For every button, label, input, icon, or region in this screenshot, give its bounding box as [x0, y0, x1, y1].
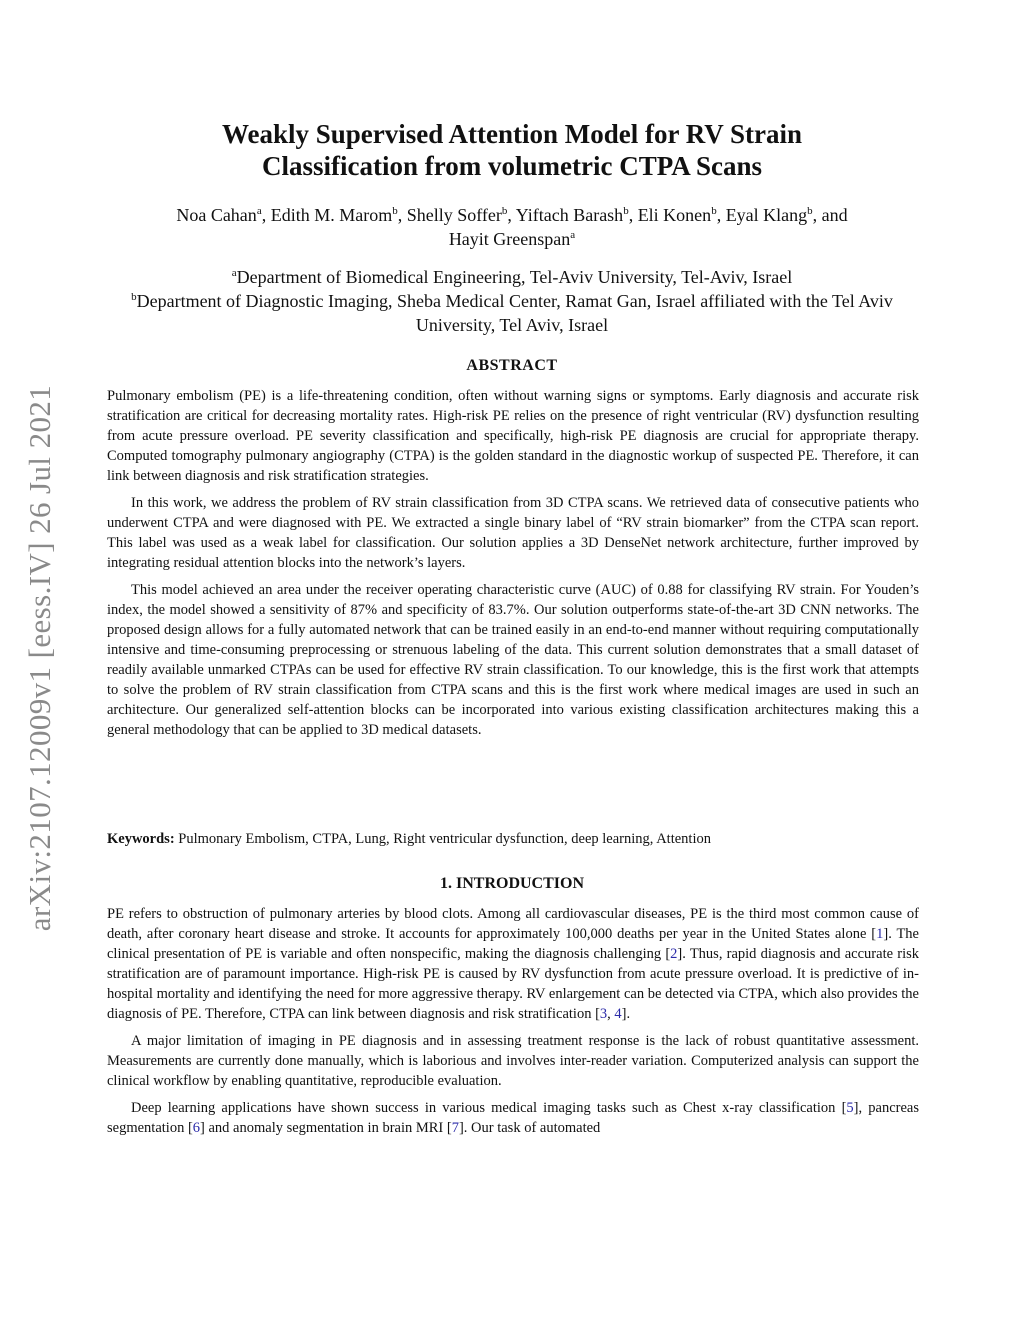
author-separator: ,	[397, 205, 407, 225]
author-name: Hayit Greenspan	[448, 229, 571, 249]
paragraph-text: ], pancreas segmentation [	[107, 1100, 919, 1136]
abstract-body	[107, 386, 919, 747]
arxiv-sidebar	[14, 368, 66, 948]
affiliation-mark: a	[231, 267, 237, 279]
title-line-2: Classification from volumetric CTPA Scans	[262, 151, 762, 181]
author-separator: ,	[628, 205, 638, 225]
affiliation-list	[107, 265, 917, 337]
author-separator: ,	[261, 205, 271, 225]
author-separator: , and	[812, 205, 848, 225]
paragraph-text: ,	[607, 1006, 615, 1022]
introduction-paragraph	[107, 1031, 919, 1091]
citation-link[interactable]: 2	[670, 946, 678, 962]
author-affiliation-mark: a	[570, 229, 576, 241]
introduction-paragraph	[107, 1098, 919, 1138]
author-name: Eli Konen	[637, 205, 712, 225]
citation-link[interactable]: 5	[846, 1100, 854, 1116]
paragraph-text: ] and anomaly segmentation in brain MRI [	[200, 1120, 452, 1136]
introduction-body	[107, 904, 919, 1145]
affiliation-text: Department of Biomedical Engineering, Tel-Aviv University, Tel-Aviv, Israel	[236, 267, 793, 287]
affiliation	[107, 289, 917, 337]
paragraph-text: A major limitation of imaging in PE diagnosis and in assessing treatment response is the lack of robust quantitative assessment. Measurements are currently done manually, which is laborious and involves inter-reader variation. Computerized analysis can support the clinical workflow by enabling quantitative, reproducible evaluation.	[107, 1033, 919, 1089]
abstract-heading: ABSTRACT	[466, 357, 558, 374]
keywords-text: Pulmonary Embolism, CTPA, Lung, Right ventricular dysfunction, deep learning, Attention	[178, 831, 711, 847]
author-name: Edith M. Marom	[270, 205, 393, 225]
keywords-label: Keywords:	[107, 831, 175, 847]
author-name: Eyal Klang	[725, 205, 808, 225]
paragraph-text: ]. The clinical presentation of PE is variable and often nonspecific, making the diagnosis challenging [	[107, 926, 919, 962]
abstract-paragraph: Pulmonary embolism (PE) is a life-threatening condition, often without warning signs or symptoms. Early diagnosis and accurate risk stratification are critical for decreasing mortality rates. High-risk PE relies on the presence of right ventricular (RV) dysfunction resulting from acute pressure overload. PE severity classification and specifically, high-risk PE diagnosis are crucial for appropriate therapy. Computed tomography pulmonary angiography (CTPA) is the golden standard in the diagnostic workup of suspected PE. Therefore, it can link between diagnosis and risk stratification strategies.	[107, 388, 919, 484]
paragraph-text: ]. Thus, rapid diagnosis and accurate risk stratification are of paramount importance. High-risk PE is caused by RV dysfunction from acute pressure overload. It is predictive of in-hospital mortality and identifying the need for more aggressive therapy. RV enlargement can be detected via CTPA, which also provides the diagnosis of PE. Therefore, CTPA can link between diagnosis and risk stratification [	[107, 946, 919, 1022]
author-affiliation-mark: b	[623, 205, 629, 217]
abstract-paragraph: In this work, we address the problem of RV strain classification from 3D CTPA scans. We retrieved data of consecutive patients who underwent CTPA and were diagnosed with PE. We extracted a single binary label of “RV strain biomarker” from the CTPA scan report. This label was used as a weak label for classification. Our solution applies a 3D DenseNet network architecture, further improved by integrating residual attention blocks into the network’s layers.	[107, 495, 919, 571]
citation-link[interactable]: 3	[599, 1006, 608, 1022]
affiliation-text: Department of Diagnostic Imaging, Sheba Medical Center, Ramat Gan, Israel affiliated with the Tel Aviv University, Tel Aviv, Israel	[136, 291, 893, 335]
citation-link[interactable]: 1	[876, 926, 884, 942]
affiliation-mark: b	[131, 291, 137, 303]
section-heading-introduction: 1. INTRODUCTION	[439, 875, 584, 892]
author-affiliation-mark: b	[501, 205, 508, 217]
author-list	[107, 203, 917, 251]
paragraph-text: PE refers to obstruction of pulmonary arteries by blood clots. Among all cardiovascular diseases, PE is the third most common cause of death, after coronary heart disease and stroke. It accounts for approximately 100,000 deaths per year in the United States alone [	[107, 906, 919, 942]
author-separator: ,	[507, 205, 516, 225]
author-affiliation-mark: b	[807, 205, 813, 217]
citation-link[interactable]: 7	[451, 1120, 459, 1136]
paragraph-text: Deep learning applications have shown success in various medical imaging tasks such as Chest x-ray classification [	[131, 1100, 847, 1116]
citation-link[interactable]: 6	[192, 1120, 201, 1136]
author-affiliation-mark: b	[711, 205, 717, 217]
abstract-paragraph: This model achieved an area under the receiver operating characteristic curve (AUC) of 0.88 for classifying RV strain. For Youden’s index, the model showed a sensitivity of 87% and specificity of 83.7%. Our solution outperforms state-of-the-art 3D CNN networks. The proposed design allows for a fully automated network that can be trained easily in an end-to-end manner without requiring computationally intensive and time-consuming preprocessing or strenuous labeling of the data. This current solution demonstrates that a small dataset of readily available unmarked CTPAs can be used for effective RV strain classification. To our knowledge, this is the first work that attempts to solve the problem of RV strain classification from CTPA scans and this is the first work where medical images are used in such an architecture. Our generalized self-attention blocks can be incorporated into various existing classification architectures making this a general methodology that can be applied to 3D medical datasets.	[107, 582, 919, 738]
paper-title	[107, 118, 917, 182]
introduction-paragraph	[107, 904, 919, 1024]
author-affiliation-mark: b	[392, 205, 398, 217]
author-affiliation-mark: a	[256, 205, 262, 217]
citation-link[interactable]: 4	[614, 1006, 622, 1022]
paragraph-text: ].	[621, 1006, 631, 1022]
author-name: Noa Cahan	[176, 205, 257, 225]
title-line-1: Weakly Supervised Attention Model for RV Strain	[221, 119, 803, 149]
affiliation	[107, 265, 917, 289]
arxiv-identifier: arXiv:2107.12009v1 [eess.IV] 26 Jul 2021	[22, 384, 57, 932]
author-name: Yiftach Barash	[515, 205, 624, 225]
paragraph-text: ]. Our task of automated	[458, 1120, 601, 1136]
keywords	[107, 829, 919, 849]
author-separator: ,	[716, 205, 726, 225]
author-name: Shelly Soffer	[406, 205, 502, 225]
